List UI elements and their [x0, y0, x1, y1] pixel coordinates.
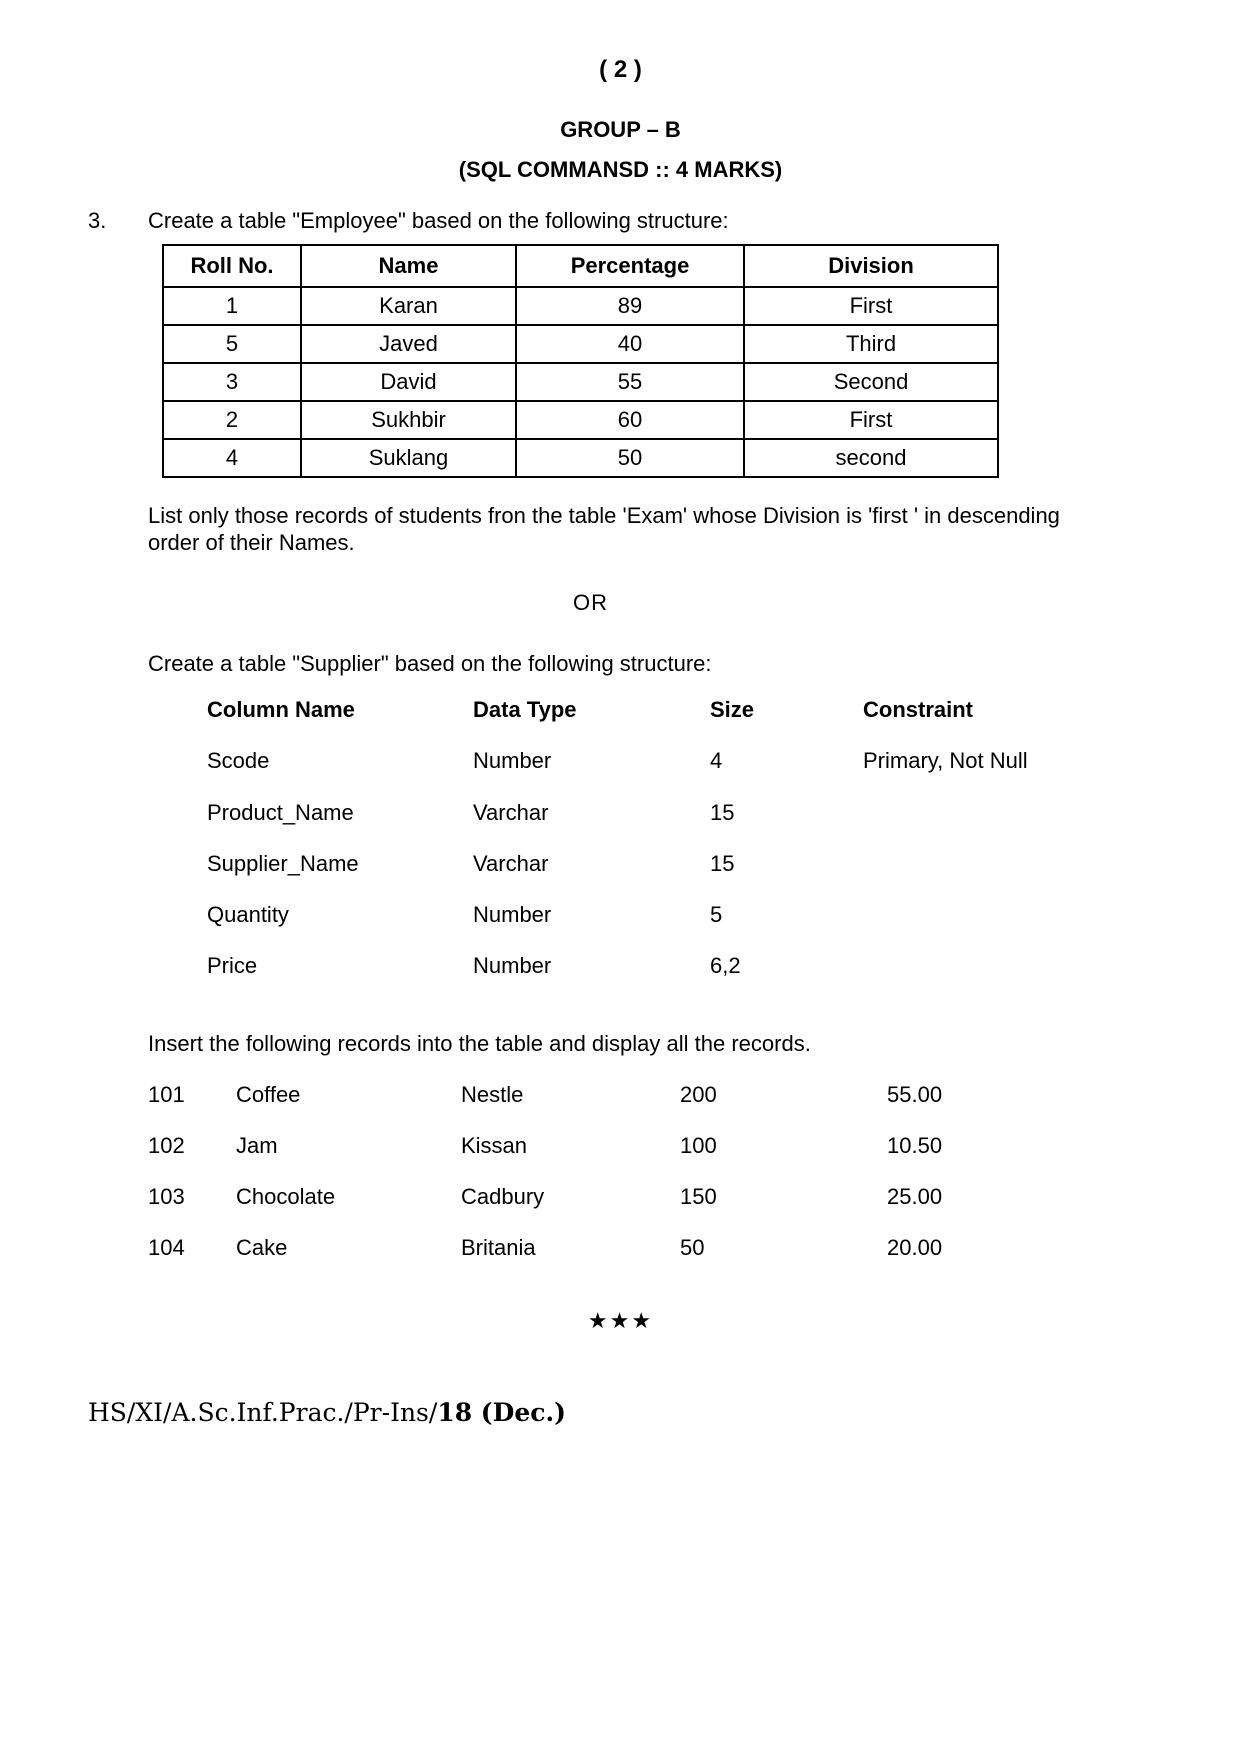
table-cell: 40: [516, 325, 744, 363]
paper-code-text: HS/XI/A.Sc.Inf.Prac./Pr-Ins/: [88, 1398, 438, 1427]
table-cell: Third: [744, 325, 998, 363]
table-cell: 4: [163, 439, 301, 477]
structure-header-cell: Size: [710, 697, 755, 722]
record-cell: Britania: [461, 1235, 536, 1260]
record-cell: 50: [680, 1235, 705, 1260]
alternative-text: Create a table "Supplier" based on the following structure:: [148, 651, 712, 676]
structure-header-cell: Constraint: [863, 697, 973, 722]
table-cell: 55: [516, 363, 744, 401]
record-cell: 102: [148, 1133, 185, 1158]
table-row: [163, 439, 998, 477]
table-cell: 3: [163, 363, 301, 401]
end-stars: ★★★: [587, 1308, 654, 1333]
structure-cell: 4: [710, 748, 723, 773]
table-cell: 60: [516, 401, 744, 439]
record-cell: 10.50: [887, 1133, 943, 1158]
table-row: [163, 287, 998, 325]
table-cell: Karan: [301, 287, 516, 325]
table-cell: Second: [744, 363, 998, 401]
table-cell: 5: [163, 325, 301, 363]
record-cell: 200: [680, 1082, 717, 1107]
structure-header-cell: Data Type: [473, 697, 577, 722]
section-heading: (SQL COMMANSD :: 4 MARKS): [458, 157, 783, 182]
group-heading: GROUP – B: [560, 117, 681, 142]
record-cell: 104: [148, 1235, 185, 1260]
structure-cell: Price: [207, 953, 258, 978]
record-cell: Cadbury: [461, 1184, 545, 1209]
header-cell: Percentage: [516, 245, 744, 287]
record-cell: Chocolate: [236, 1184, 336, 1209]
record-cell: Coffee: [236, 1082, 301, 1107]
insert-instruction: Insert the following records into the table and display all the records.: [148, 1031, 811, 1056]
record-cell: 20.00: [887, 1235, 943, 1260]
table-row: [163, 363, 998, 401]
record-cell: Nestle: [461, 1082, 524, 1107]
structure-cell: 6,2: [710, 953, 741, 978]
structure-cell: Varchar: [473, 851, 549, 876]
structure-cell: 5: [710, 902, 723, 927]
table-cell: 50: [516, 439, 744, 477]
structure-cell: Quantity: [207, 902, 289, 927]
question-instruction: List only those records of students fron the table 'Exam' whose Division is 'first ' in descending order of their Names.: [148, 503, 1060, 555]
table-row: [163, 325, 998, 363]
record-cell: 150: [680, 1184, 717, 1209]
header-cell: Roll No.: [163, 245, 301, 287]
structure-cell: 15: [710, 800, 735, 825]
question-number: 3.: [88, 208, 107, 233]
record-cell: 55.00: [887, 1082, 943, 1107]
table-cell: 89: [516, 287, 744, 325]
structure-cell: Number: [473, 953, 552, 978]
structure-cell: Varchar: [473, 800, 549, 825]
paper-code-date: 18 (Dec.): [437, 1398, 566, 1427]
header-cell: Division: [744, 245, 998, 287]
structure-cell: 15: [710, 851, 735, 876]
record-cell: 25.00: [887, 1184, 943, 1209]
record-cell: Cake: [236, 1235, 288, 1260]
table-row: [163, 401, 998, 439]
structure-cell: Scode: [207, 748, 270, 773]
table-cell: Javed: [301, 325, 516, 363]
table-cell: second: [744, 439, 998, 477]
record-cell: Kissan: [461, 1133, 528, 1158]
record-cell: 100: [680, 1133, 717, 1158]
header-cell: Name: [301, 245, 516, 287]
table-cell: First: [744, 287, 998, 325]
table-cell: David: [301, 363, 516, 401]
question-text: Create a table "Employee" based on the following structure:: [148, 208, 729, 233]
structure-cell: Number: [473, 748, 552, 773]
table-cell: 2: [163, 401, 301, 439]
paper-code: [88, 1398, 566, 1427]
structure-cell: Number: [473, 902, 552, 927]
structure-cell: Product_Name: [207, 800, 354, 825]
table-header-row: [163, 245, 998, 287]
structure-header-cell: Column Name: [207, 697, 355, 722]
or-separator: OR: [573, 590, 608, 615]
record-cell: Jam: [236, 1133, 278, 1158]
table-cell: Suklang: [301, 439, 516, 477]
table-cell: Sukhbir: [301, 401, 516, 439]
record-cell: 101: [148, 1082, 185, 1107]
record-cell: 103: [148, 1184, 185, 1209]
table-cell: 1: [163, 287, 301, 325]
employee-table: [162, 244, 999, 478]
structure-cell: Supplier_Name: [207, 851, 359, 876]
structure-cell: Primary, Not Null: [863, 748, 1028, 773]
page-number: ( 2 ): [599, 56, 642, 83]
table-cell: First: [744, 401, 998, 439]
